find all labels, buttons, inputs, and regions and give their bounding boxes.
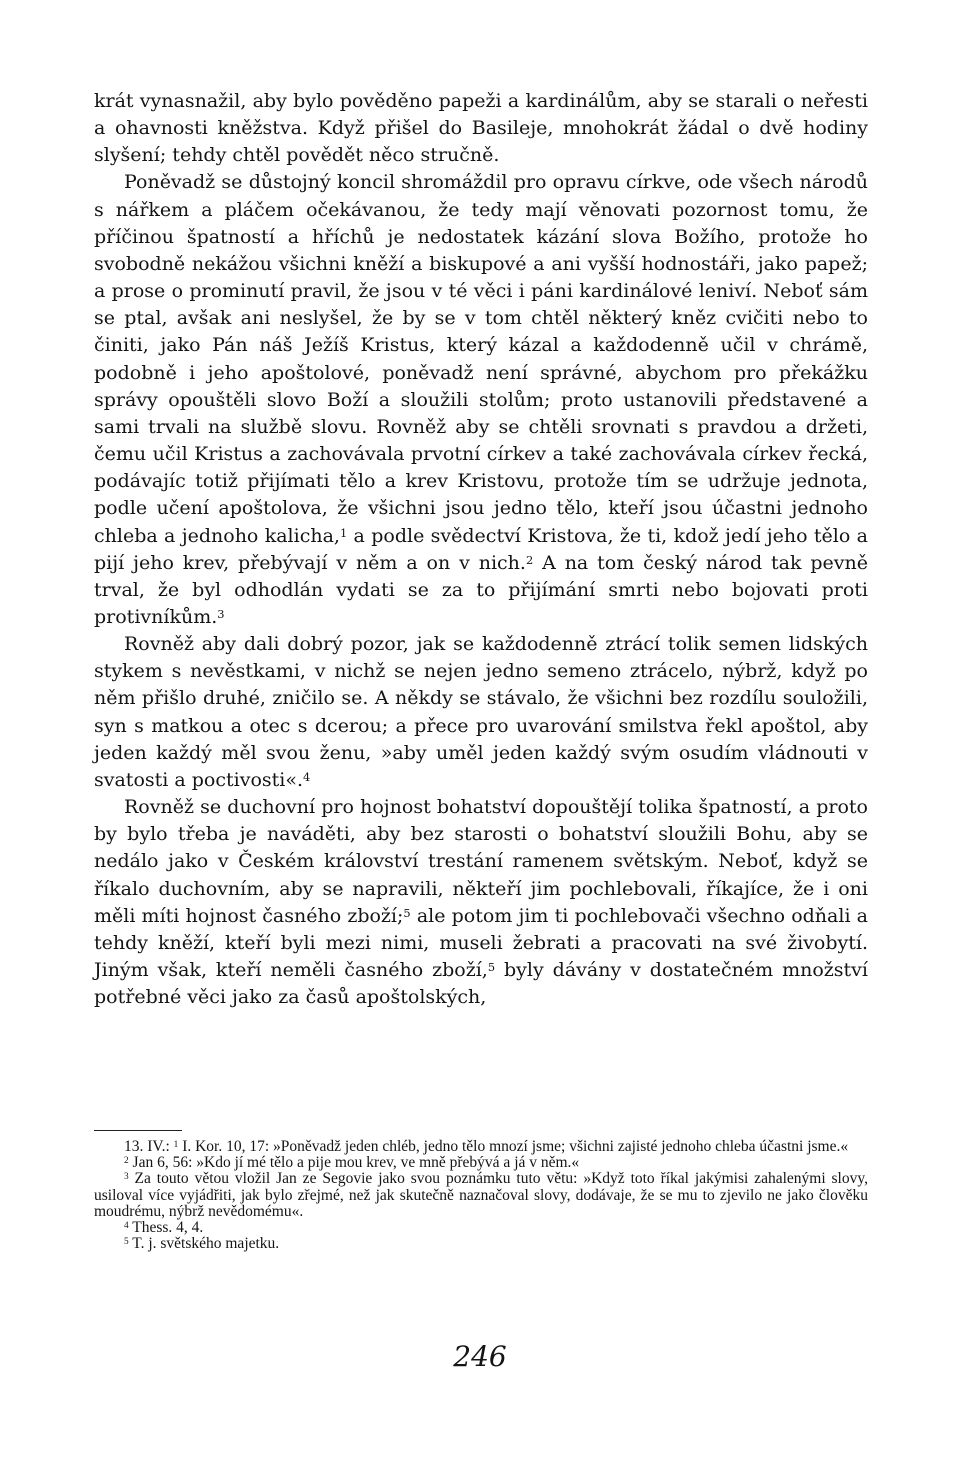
footnote: 13. IV.: $^1$ I. Kor. 10, 17: »Poněvadž jeden chléb, jedno tělo mnozí jsme; všichni zajisté jednoho chleba účastni jsme.« (124, 1138, 849, 1155)
footnote-ref: 3 (217, 606, 225, 621)
footnote-divider (94, 1130, 182, 1131)
main-text (94, 88, 868, 1011)
footnote-ref: 2 (525, 552, 534, 567)
footnote: $^5$ T. j. světského majetku. (124, 1235, 280, 1253)
footnote: $^4$ Thess. 4, 4. (124, 1219, 204, 1237)
footnote-ref: 1 (339, 525, 348, 540)
paragraph: Rovněž se duchovní pro hojnost bohatství dopouštějí tolika špatností, a proto by bylo třeba je naváděti, aby bez starosti o bohatství sloužili Bohu, aby se nedálo jako v Českém království trestání ramenem světským. Neboť, když se říkalo duchovním, aby se napravili, někteří jim pochlebovali, říkajíce, že i oni měli míti hojnost časného zboží;$^5$ ale potom jim ti pochlebovači všechno odňali a tehdy kněží, kteří byli mezi nimi, museli žebrati a pracovati na své živobytí. Jiným však, kteří neměli časného zboží,$^5$ byly dávány v dostatečném množství potřebné věci jako za časů apoštolských, (94, 796, 869, 1009)
paragraph: Rovněž aby dali dobrý pozor, jak se každodenně ztrácí tolik semen lidských stykem s nevěstkami, v nichž se nejen jedno semeno ztrácelo, nýbrž, když po něm přišlo druhé, zničilo se. A někdy se stávalo, že všichni bez rozdílu souložili, syn s matkou a otec s dcerou; a přece pro uvarování smilstva řekl apoštol, aby jeden každý měl svou ženu, »aby uměl jeden každý svým osudím vládnouti v svatosti a poctivosti«.$^4$ (94, 633, 868, 791)
paragraph: krát vynasnažil, aby bylo pověděno papeži a kardinálům, aby se starali o neřesti a ohavnosti kněžstva. Když přišel do Basileje, mnohokrát žádal o dvě hodiny slyšení; tehdy chtěl povědět něco stručně. (94, 90, 868, 167)
footnote: $^3$ Za touto větou vložil Jan ze Segovie jako svou poznámku tuto větu: »Když toto říkal jakýmisi zahalenými slovy, usiloval více vyjádřiti, jak bylo zřejmé, než jak skutečně naznačoval slovy, dodávaje, že se mu to zjevilo ne jako člověku moudrému, nýbrž nevědomému«. (94, 1170, 868, 1220)
paragraph: Poněvadž se důstojný koncil shromáždil pro opravu církve, ode všech národů s nářkem a pláčem očekávanou, že tedy mají věnovati pozornost tomu, že příčinou špatností a hříchů je nedostatek kázání slova Božího, protože ho svobodně nekážou všichni kněží a biskupové a ani vyšší hodnostáři, jako papež; a prose o prominutí pravil, že jsou v té věci i páni kardinálové leniví. Neboť sám se ptal, avšak ani neslyšel, že by se v tom chtěl některý kněz cvičiti nebo to činiti, jako Pán náš Ježíš Kristus, který kázal a každodenně učil v chrámě, podobně i jeho apoštolové, poněvadž není správné, abychom pro překážku správy opouštěli slovo Boží a sloužili stolům; proto ustanovili představené a sami trvali na službě slovu. Rovněž aby se chtěli srovnati s pravdou a držeti, čemu učil Kristus a zachovávala prvotní církev a také zachovávala církev řecká, podávajíc totiž přijímati tělo a krev Kristovu, protože tím se udržuje jednota, podle učení apoštolova, že všichni jsou jedno tělo, kteří jsou účastni jednoho chleba a jednoho kalicha,$^1$ a podle svědectví Kristova, že ti, kdož jedí jeho tělo a pijí jeho krev, přebývají v něm a on v nich.$^2$ A na tom český národ tak pevně trval, že byl odhodlán vydati se za to přijímání smrti nebo bojovati proti protivníkům.$^3$ (94, 171, 868, 628)
page-number: 246 (453, 1340, 507, 1373)
footnote-ref: 4 (303, 769, 311, 784)
footnotes (94, 1139, 868, 1252)
footnote-ref: 5 (403, 905, 411, 920)
footnote: $^2$ Jan 6, 56: »Kdo jí mé tělo a pije mou krev, ve mně přebývá a já v něm.« (124, 1154, 580, 1172)
footnote-ref: 5 (487, 959, 496, 974)
